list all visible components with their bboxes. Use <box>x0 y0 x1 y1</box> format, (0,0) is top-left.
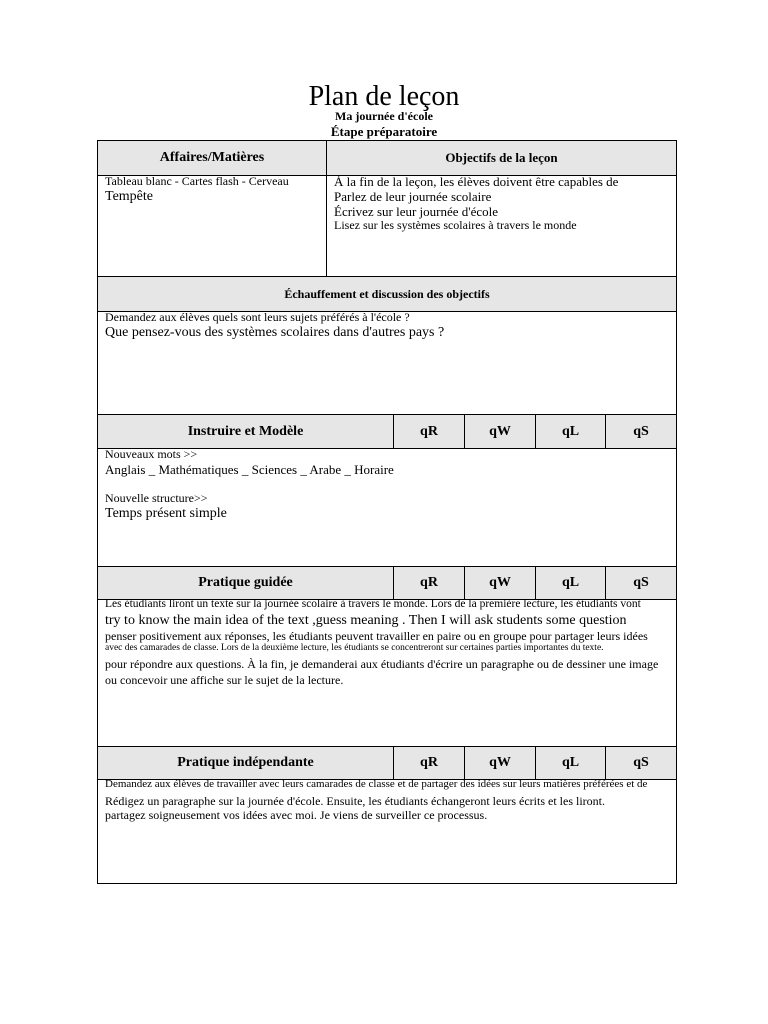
skill-speaking: qS <box>633 423 649 439</box>
instruct-heading: Instruire et Modèle <box>98 415 394 448</box>
independent-line-2: Rédigez un paragraphe sur la journée d'école. Ensuite, les étudiants échangeront leurs écrits et les liront. <box>105 794 605 808</box>
objectives-intro: À la fin de la leçon, les élèves doivent être capables de <box>334 174 619 189</box>
page-subtitle: Ma journée d'école <box>335 109 433 123</box>
guided-line-5: pour répondre aux questions. À la fin, je demanderai aux étudiants d'écrire un paragraphe ou de dessiner une image <box>105 657 659 671</box>
objective-item: Écrivez sur leur journée d'école <box>334 204 499 219</box>
guided-practice-section <box>97 566 677 747</box>
warmup-header <box>98 277 676 312</box>
objective-item: Lisez sur les systèmes scolaires à travers le monde <box>334 218 577 232</box>
independent-practice-heading: Pratique indépendante <box>98 747 394 779</box>
independent-practice-header <box>98 747 676 780</box>
warmup-line-1: Demandez aux élèves quels sont leurs sujets préférés à l'école ? <box>105 310 410 324</box>
materials-line-2: Tempête <box>105 189 153 204</box>
skill-reading: qR <box>394 567 465 599</box>
skill-reading: qR <box>394 415 465 448</box>
new-words: Anglais _ Mathématiques _ Sciences _ Arabe _ Horaire <box>105 462 394 477</box>
skill-writing: qW <box>465 747 536 779</box>
guided-line-6: ou concevoir une affiche sur le sujet de la lecture. <box>105 673 344 687</box>
skill-listening: qL <box>536 747 606 779</box>
skill-writing: qW <box>465 567 536 599</box>
warmup-heading: Échauffement et discussion des objectifs <box>284 286 490 301</box>
new-structure: Temps présent simple <box>105 506 227 521</box>
skill-writing: qW <box>465 415 536 448</box>
independent-practice-section <box>97 746 677 884</box>
skill-speaking: qS <box>633 755 649 770</box>
guided-line-4: avec des camarades de classe. Lors de la deuxième lecture, les étudiants se concentreront sur certaines parties importantes du texte. <box>105 643 604 653</box>
independent-line-1: Demandez aux élèves de travailler avec leurs camarades de classe et de partager des idées sur leurs matières préférées et de <box>105 778 648 790</box>
objective-item: Parlez de leur journée scolaire <box>334 189 492 204</box>
materials-line-1: Tableau blanc - Cartes flash - Cerveau <box>105 174 289 188</box>
page-title: Plan de leçon <box>308 81 460 112</box>
new-structure-label: Nouvelle structure>> <box>105 491 208 505</box>
skill-speaking: qS <box>633 575 649 590</box>
independent-line-3: partagez soigneusement vos idées avec moi. Je viens de surveiller ce processus. <box>105 808 488 822</box>
materials-objectives-section <box>97 140 677 277</box>
column-divider <box>326 176 327 277</box>
new-words-label: Nouveaux mots >> <box>105 447 198 461</box>
warmup-section <box>97 276 677 416</box>
guided-practice-heading: Pratique guidée <box>98 567 394 599</box>
stage-label: Étape préparatoire <box>330 124 438 139</box>
skill-listening: qL <box>536 415 606 448</box>
guided-line-1: Les étudiants liront un texte sur la journée scolaire à travers le monde. Lors de la première lecture, les étudiants vont <box>105 598 641 610</box>
materials-heading: Affaires/Matières <box>98 141 327 175</box>
guided-line-3: penser positivement aux réponses, les étudiants peuvent travailler en paire ou en groupe pour partager leurs idées <box>105 629 648 643</box>
objectives-heading: Objectifs de la leçon <box>445 150 558 165</box>
warmup-line-2: Que pensez-vous des systèmes scolaires dans d'autres pays ? <box>105 325 445 340</box>
materials-objectives-header <box>98 141 676 176</box>
instruct-section <box>97 414 677 567</box>
skill-reading: qR <box>394 747 465 779</box>
instruct-header <box>98 415 676 449</box>
skill-listening: qL <box>536 567 606 599</box>
guided-practice-header <box>98 567 676 600</box>
guided-line-2: try to know the main idea of the text ,guess meaning . Then I will ask students some question <box>105 613 627 628</box>
